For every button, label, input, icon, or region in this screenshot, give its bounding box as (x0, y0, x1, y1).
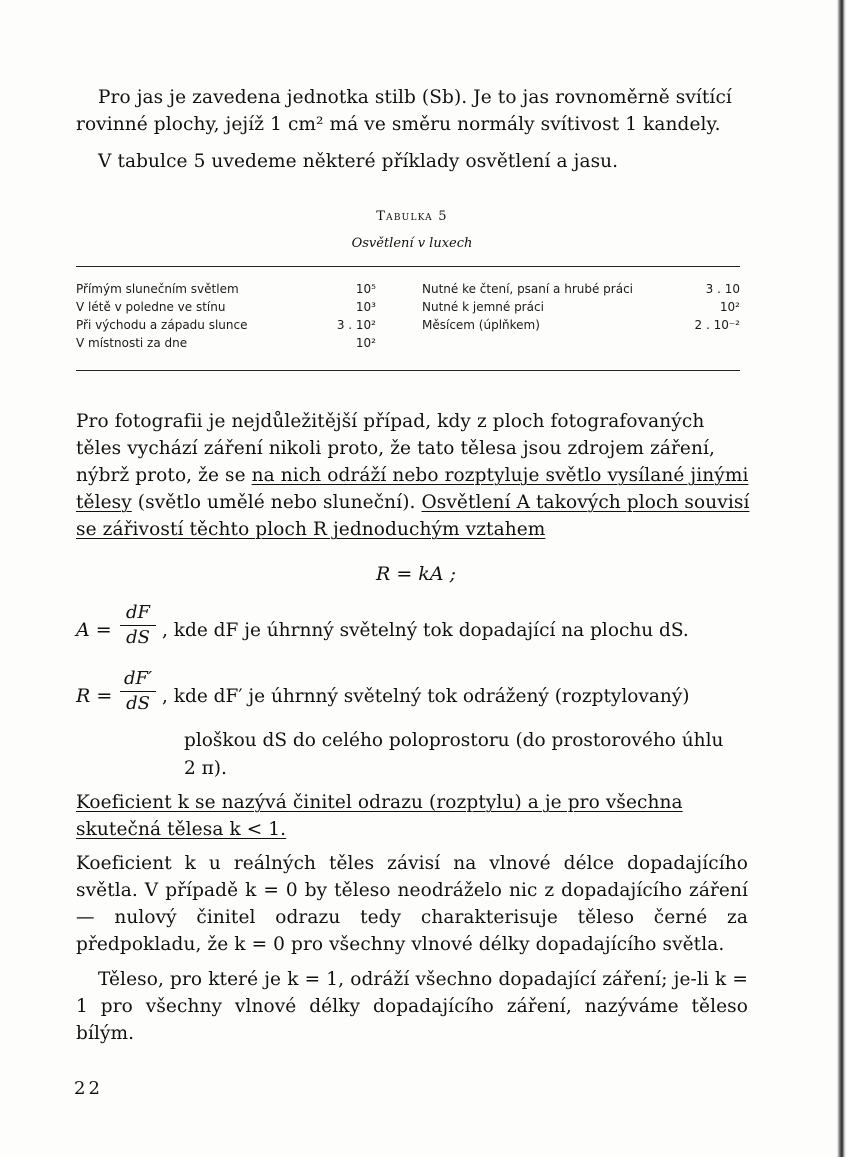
table-right-value: 10² (719, 300, 740, 314)
fraction-denominator: dS (126, 693, 150, 714)
table-left-label: Přímým slunečním světlem (76, 282, 239, 296)
photography-line3-start: nýbrž proto, že se (76, 465, 252, 486)
paragraph-reflection-coefficient (76, 789, 748, 843)
table-left-value: 10³ (355, 300, 376, 314)
fraction-bar (120, 691, 156, 692)
fraction-numerator: dF (125, 602, 150, 623)
fraction-df-ds (118, 602, 158, 649)
photography-line3 (76, 462, 756, 489)
table-left-value: 10² (355, 336, 376, 350)
paragraph-table-intro: V tabulce 5 uvedeme některé příklady osvětlení a jasu. (98, 151, 619, 172)
table-right-label: Měsícem (úplňkem) (422, 318, 540, 332)
fraction-dfprime-ds (118, 668, 158, 715)
photography-line4-underlined-start: tělesy (76, 492, 132, 513)
table-caption: Osvětlení v luxech (351, 236, 473, 251)
coefficient-line1: Koeficient k se nazývá činitel odrazu (rozptylu) a je pro všechna (76, 792, 683, 813)
table-rule-top (76, 266, 740, 267)
fraction-numerator: dF′ (123, 668, 153, 689)
table-right-value: 2 . 10⁻² (694, 318, 740, 332)
coefficient-line2: skutečná tělesa k < 1. (76, 819, 287, 840)
page-number: 22 (74, 1078, 103, 1099)
photography-line4 (76, 489, 756, 516)
paragraph-wavelength-dependence: Koeficient k u reálných těles závisí na vlnové délce dopadajícího světla. V případě k = 0 by těleso neodráželo nic z dopadajícího záření — nulový činitel odrazu tedy charakterisuje těleso černé za předpokladu, že k = 0 pro všechny vlnové délky dopadajícího světla. (76, 853, 748, 955)
table-rule-bottom (76, 370, 740, 371)
equation-r-description-line2: ploškou dS do celého poloprostoru (do prostorového úhlu (184, 730, 724, 751)
photography-line1: Pro fotografii je nejdůležitější případ, kdy z ploch fotografovaných (76, 411, 705, 432)
page-edge (821, 0, 847, 1157)
paragraph-stilb-line2: rovinné plochy, jejíž 1 cm² má ve směru normály svítivost 1 kandely. (76, 114, 721, 135)
photography-line4-middle: (světlo umělé nebo sluneční). (131, 492, 422, 513)
fraction-denominator: dS (126, 627, 150, 648)
paragraph-white-body: Těleso, pro které je k = 1, odráží všechno dopadající záření; je-li k = 1 pro všechny vlnové délky dopadajícího záření, nazýváme těleso bílým. (76, 969, 748, 1044)
equation-r-description-line1: , kde dF′ je úhrnný světelný tok odrážený (rozptylovaný) (162, 686, 690, 707)
paragraph-stilb-line1: Pro jas je zavedena jednotka stilb (Sb). Je to jas rovnoměrně svítící (98, 87, 732, 108)
paragraph-photography (76, 408, 756, 543)
equation-r-ka: R = kA ; (376, 563, 456, 585)
table-left-label: V létě v poledne ve stínu (76, 300, 226, 314)
photography-line4-underlined-end: Osvětlení A takových ploch souvisí (421, 492, 750, 513)
table-right-label: Nutné k jemné práci (422, 300, 544, 314)
fraction-bar (120, 625, 156, 626)
photography-line5: se zářivostí těchto ploch R jednoduchým vztahem (76, 519, 546, 540)
table-left-value: 10⁵ (355, 282, 376, 296)
equation-a-symbol: A = (76, 619, 112, 641)
paragraph-stilb (76, 84, 748, 138)
table-right-value: 3 . 10 (705, 282, 740, 296)
table-left-label: V místnosti za dne (76, 336, 188, 350)
photography-line2: těles vychází záření nikoli proto, že tato tělesa jsou zdrojem záření, (76, 438, 715, 459)
equation-r-description-line3: 2 π). (184, 758, 227, 779)
table-left-value: 3 . 10² (336, 318, 376, 332)
table-left-label: Při východu a západu slunce (76, 318, 248, 332)
photography-line3-underlined: na nich odráží nebo rozptyluje světlo vysílané jinými (251, 465, 749, 486)
equation-r-symbol: R = (76, 685, 113, 707)
table-title: Tabulka 5 (376, 209, 448, 224)
table-right-label: Nutné ke čtení, psaní a hrubé práci (422, 282, 634, 296)
equation-a-description: , kde dF je úhrnný světelný tok dopadající na plochu dS. (162, 620, 689, 641)
